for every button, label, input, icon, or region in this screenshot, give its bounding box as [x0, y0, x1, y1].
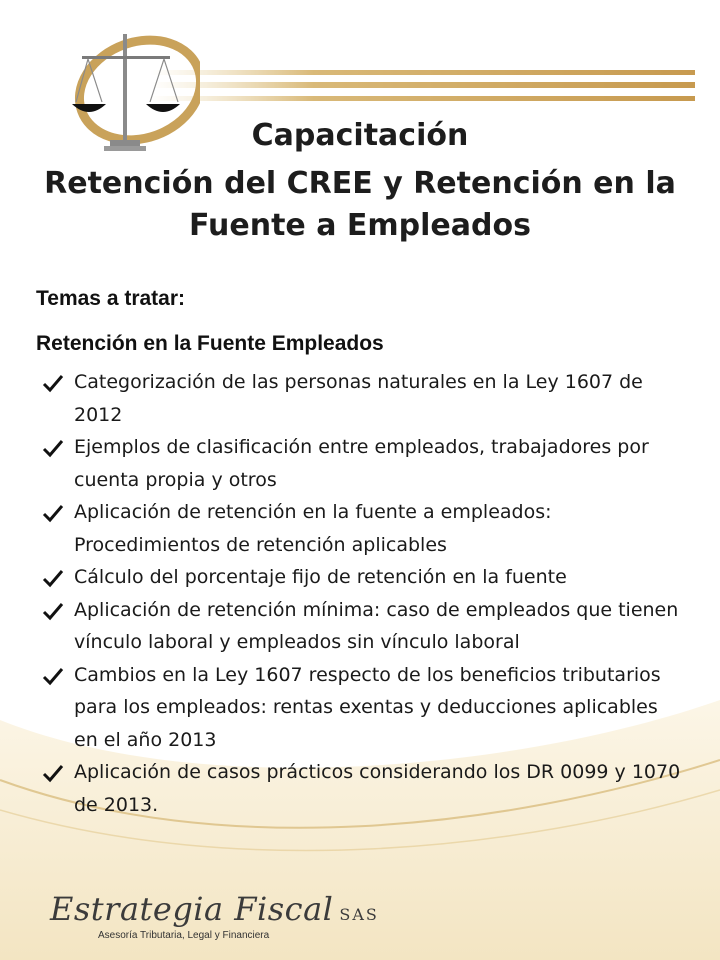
- title-line-2: Retención del CREE y Retención en la: [44, 166, 676, 201]
- list-item-text: Ejemplos de clasificación entre empleados, trabajadores por cuenta propia y otros: [74, 436, 649, 491]
- checkmark-icon: [42, 601, 64, 621]
- title-line-1: Capacitación: [251, 118, 469, 153]
- list-item: [36, 561, 681, 594]
- list-item-text: Aplicación de casos prácticos considerando los DR 0099 y 1070 de 2013.: [74, 761, 681, 816]
- list-item: [36, 431, 681, 496]
- title-line-3: Fuente a Empleados: [189, 208, 531, 243]
- list-item-text: Categorización de las personas naturales en la Ley 1607 de 2012: [74, 371, 643, 426]
- checkmark-icon: [42, 666, 64, 686]
- list-item-text: Aplicación de retención en la fuente a empleados: Procedimientos de retención aplicables: [74, 501, 552, 556]
- brand-logo: [50, 890, 379, 928]
- checkmark-icon: [42, 568, 64, 588]
- section-title: Retención en la Fuente Empleados: [36, 332, 384, 355]
- brand-name: Estrategia Fiscal: [50, 890, 334, 928]
- list-item: [36, 496, 681, 561]
- list-item-text: Cálculo del porcentaje fijo de retención en la fuente: [74, 566, 567, 588]
- list-item: [36, 659, 681, 757]
- topics-list: [36, 366, 681, 821]
- checkmark-icon: [42, 373, 64, 393]
- topics-label: Temas a tratar:: [36, 287, 186, 310]
- brand-tagline: Asesoría Tributaria, Legal y Financiera: [98, 930, 270, 941]
- list-item-text: Cambios en la Ley 1607 respecto de los beneficios tributarios para los empleados: rentas exentas y deducciones aplicables en el año 2013: [74, 663, 661, 751]
- brand-suffix: SAS: [339, 905, 379, 924]
- checkmark-icon: [42, 438, 64, 458]
- checkmark-icon: [42, 503, 64, 523]
- list-item-text: Aplicación de retención mínima: caso de empleados que tienen vínculo laboral y empleados sin vínculo laboral: [74, 598, 679, 653]
- checkmark-icon: [42, 763, 64, 783]
- list-item: [36, 366, 681, 431]
- list-item: [36, 594, 681, 659]
- list-item: [36, 756, 681, 821]
